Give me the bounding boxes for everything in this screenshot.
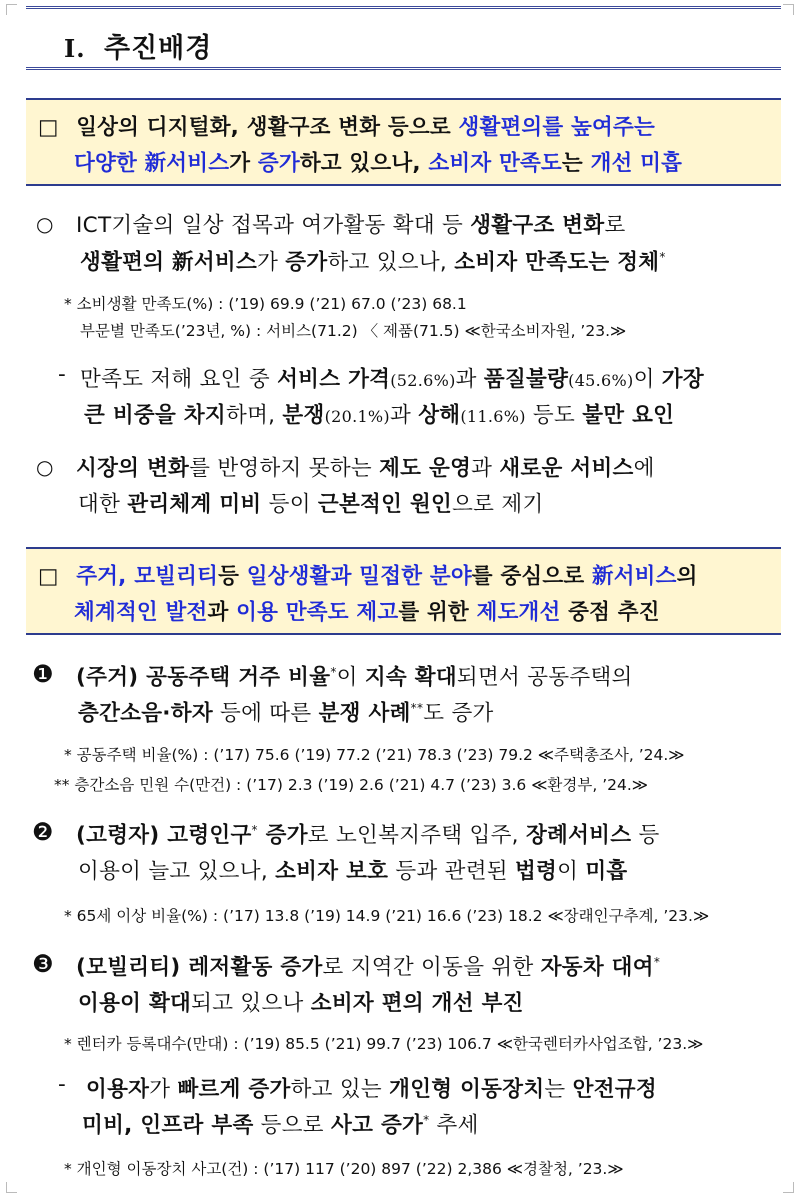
dash-bullet: -: [58, 1072, 67, 1097]
footnote-apartment-ratio: * 공동주택 비율(%) : (’17) 75.6 (’19) 77.2 (’21) 78.3 (’23) 79.2 ≪주택총조사, ’24.≫: [64, 746, 685, 764]
dash-bullet: -: [58, 362, 67, 387]
subpara-1-line-1: 만족도 저해 요인 중 서비스 가격(52.6%)과 품질불량(45.6%)이 가장: [80, 367, 704, 392]
summary-box-1: [26, 98, 781, 186]
footnote-rental-cars: * 렌터카 등록대수(만대) : (’19) 85.5 (’21) 99.7 (’23) 106.7 ≪한국렌터카사업조합, ’23.≫: [64, 1035, 704, 1053]
item-3-line-2: 이용이 확대되고 있으나 소비자 편의 개선 부진: [78, 991, 524, 1016]
footnote-noise-complaints: ** 층간소음 민원 수(만건) : (’17) 2.3 (’19) 2.6 (’21) 4.7 (’23) 3.6 ≪환경부, ’24.≫: [54, 776, 649, 794]
item-1-line-2: 층간소음·하자 등에 따른 분쟁 사례**도 증가: [78, 700, 494, 726]
section-number: Ⅰ.: [64, 34, 86, 63]
footnote-satisfaction: * 소비생활 만족도(%) : (’19) 69.9 (’21) 67.0 (’23) 68.1: [64, 295, 467, 313]
para-1-line-1: ICT기술의 일상 접목과 여가활동 확대 등 생활구조 변화로: [76, 213, 626, 238]
item-number-2: ❷: [32, 818, 54, 846]
footnote-sector-satisfaction: 부문별 만족도(’23년, %) : 서비스(71.2) 〈 제품(71.5) ≪한국소비자원, ’23.≫: [80, 322, 627, 340]
item-1-line-1: (주거) 공동주택 거주 비율*이 지속 확대되면서 공동주택의: [76, 664, 633, 690]
circle-bullet: ○: [36, 455, 54, 479]
corner-mark-top-left: [6, 4, 17, 15]
footnote-pm-accidents: * 개인형 이동장치 사고(건) : (’17) 117 (’20) 897 (’22) 2,386 ≪경찰청, ’23.≫: [64, 1160, 624, 1178]
summary-1-line-2: 다양한 新서비스가 증가하고 있으나, 소비자 만족도는 개선 미흡: [74, 151, 683, 176]
summary-2-line-2: 체계적인 발전과 이용 만족도 제고를 위한 제도개선 중점 추진: [74, 600, 660, 625]
square-bullet: □: [38, 115, 59, 140]
item-number-1: ❶: [32, 660, 54, 688]
item-3-line-1: (모빌리티) 레저활동 증가로 지역간 이동을 위한 자동차 대여*: [76, 954, 661, 980]
subpara-3-line-2: 미비, 인프라 부족 등으로 사고 증가* 추세: [82, 1112, 479, 1138]
section-title: [64, 26, 212, 65]
subpara-1-line-2: 큰 비중을 차지하며, 분쟁(20.1%)과 상해(11.6%) 등도 불만 요인: [84, 403, 675, 428]
summary-1-line-1: □ 일상의 디지털화, 생활구조 변화 등으로 생활편의를 높여주는: [38, 115, 655, 140]
section-title-bar: [26, 6, 781, 70]
para-2-line-1: 시장의 변화를 반영하지 못하는 제도 운영과 새로운 서비스에: [76, 456, 655, 481]
corner-mark-bottom-left: [6, 1182, 17, 1193]
corner-mark-bottom-right: [783, 1182, 794, 1193]
section-title-text: 추진배경: [104, 33, 213, 64]
circle-bullet: ○: [36, 212, 54, 236]
item-2-line-2: 이용이 늘고 있으나, 소비자 보호 등과 관련된 법령이 미흡: [78, 859, 628, 884]
para-2-line-2: 대한 관리체계 미비 등이 근본적인 원인으로 제기: [78, 492, 544, 517]
subpara-3-line-1: 이용자가 빠르게 증가하고 있는 개인형 이동장치는 안전규정: [86, 1077, 657, 1102]
square-bullet: □: [38, 564, 59, 589]
summary-box-2: [26, 547, 781, 635]
summary-2-line-1: □ 주거, 모빌리티등 일상생활과 밀접한 분야를 중심으로 新서비스의: [38, 564, 698, 589]
item-number-3: ❸: [32, 950, 54, 978]
item-2-line-1: (고령자) 고령인구* 증가로 노인복지주택 입주, 장례서비스 등: [76, 822, 660, 848]
footnote-elderly-ratio: * 65세 이상 비율(%) : (’17) 13.8 (’19) 14.9 (’21) 16.6 (’23) 18.2 ≪장래인구추계, ’23.≫: [64, 907, 710, 925]
corner-mark-top-right: [783, 4, 794, 15]
para-1-line-2: 생활편의 新서비스가 증가하고 있으나, 소비자 만족도는 정체*: [80, 249, 666, 275]
